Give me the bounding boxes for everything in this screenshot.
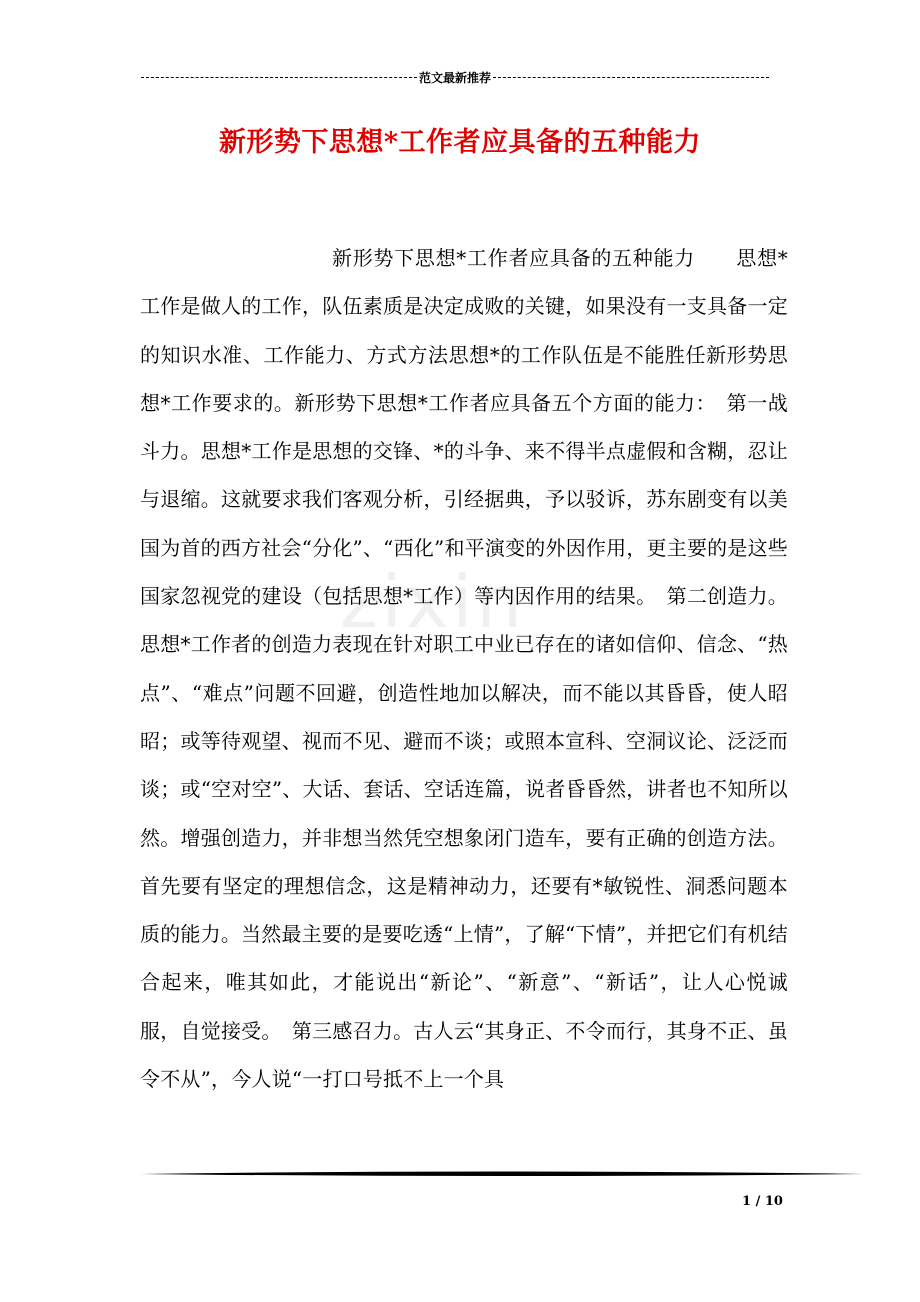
header-label: 范文最新推荐 [419, 70, 492, 85]
document-title: 新形势下思想*工作者应具备的五种能力 [218, 127, 702, 158]
document-body: 新形势下思想*工作者应具备的五种能力 思想*工作是做人的工作，队伍素质是决定成败的关键，如果没有一支具备一定的知识水准、工作能力、方式方法思想*的工作队伍是不能胜任新形势思想*工作要求的。新形势下思想*工作者应具备五个方面的能力： 第一战斗力。思想*工作是思想的交锋、*的斗争、来不得半点虚假和含糊，忍让与退缩。这就要求我们客观分析，引经据典，予以驳诉，苏东剧变有以美国为首的西方社会“分化”、“西化”和平演变的外因作用，更主要的是这些国家忽视党的建设（包括思想*工作）等内因作用的结果。 第二创造力。思想*工作者的创造力表现在针对职工中业已存在的诸如信仰、信念、“热点”、“难点”问题不回避，创造性地加以解决，而不能以其昏昏，使人昭昭；或等待观望、视而不见、避而不谈；或照本宣科、空洞议论、泛泛而谈；或“空对空”、大话、套话、空话连篇，说者昏昏然，讲者也不知所以然。增强创造力，并非想当然凭空想象闭门造车，要有正确的创造方法。首先要有坚定的理想信念，这是精神动力，还要有*敏锐性、洞悉问题本质的能力。当然最主要的是要吃透“上情”，了解“下情”，并把它们有机结合起来，唯其如此，才能说出“新论”、“新意”、“新话”，让人心悦诚服，自觉接受。 第三感召力。古人云“其身正、不令而行，其身不正、虽令不从”，今人说“一打口号抵不上一个具 [140, 246, 788, 1092]
page-number: 1 / 10 [742, 1194, 783, 1209]
watermark: zixin [340, 560, 527, 644]
header-dash-left [141, 77, 417, 78]
footer-rule [140, 1168, 864, 1180]
page-header [140, 68, 770, 86]
header-dash-right [493, 77, 769, 78]
